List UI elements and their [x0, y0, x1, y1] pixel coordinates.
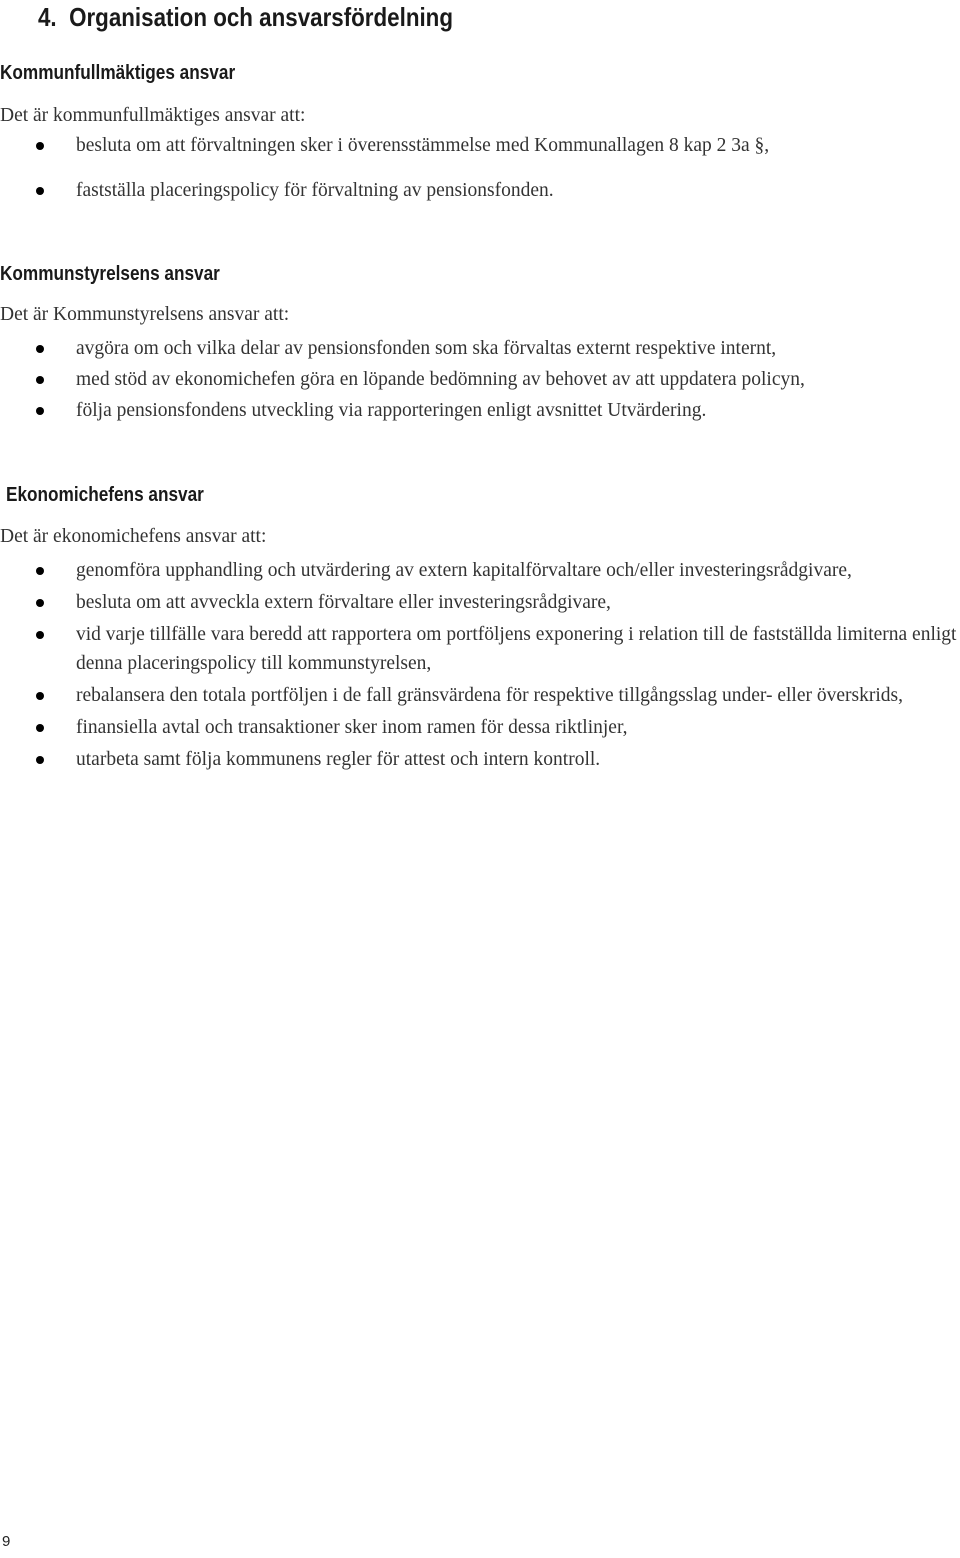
list-item-text: besluta om att förvaltningen sker i överensstämmelse med Kommunallagen 8 kap 2 3a §,	[76, 135, 770, 156]
list-item-text: med stöd av ekonomichefen göra en löpande bedömning av behovet av att uppdatera policyn,	[76, 369, 805, 390]
ek-list	[0, 556, 960, 774]
list-item-text: besluta om att avveckla extern förvaltare eller investeringsrådgivare,	[76, 592, 611, 613]
list-item-text: vid varje tillfälle vara beredd att rapportera om portföljens exponering i relation till de fastställda limiterna enligt denna placeringspolicy till kommunstyrelsen,	[76, 624, 957, 674]
kf-heading: Kommunfullmäktiges ansvar	[0, 62, 236, 84]
bullet-icon	[36, 407, 44, 415]
list-item-text: rebalansera den totala portföljen i de fall gränsvärdena för respektive tillgångsslag under- eller överskrids,	[76, 685, 903, 706]
list-item	[0, 713, 960, 742]
section-number: 4.	[38, 2, 57, 32]
ks-heading: Kommunstyrelsens ansvar	[0, 263, 220, 285]
ks-intro: Det är Kommunstyrelsens ansvar att:	[0, 304, 290, 325]
ks-list	[0, 334, 960, 425]
section-title: Organisation och ansvarsfördelning	[69, 2, 454, 32]
kf-list	[0, 130, 960, 206]
bullet-icon	[36, 142, 44, 150]
list-item	[0, 396, 960, 425]
page-number: 9	[2, 1533, 11, 1550]
list-item-text: utarbeta samt följa kommunens regler för attest och intern kontroll.	[76, 749, 601, 770]
bullet-icon	[36, 631, 44, 639]
list-item-text: fastställa placeringspolicy för förvaltning av pensionsfonden.	[76, 180, 554, 201]
list-item-text: avgöra om och vilka delar av pensionsfonden som ska förvaltas externt respektive internt,	[76, 338, 777, 359]
list-item	[0, 175, 960, 206]
list-item	[0, 745, 960, 774]
list-item	[0, 556, 960, 585]
list-item	[0, 130, 960, 161]
kf-intro: Det är kommunfullmäktiges ansvar att:	[0, 105, 306, 126]
bullet-icon	[36, 376, 44, 384]
list-item	[0, 365, 960, 394]
list-item	[0, 588, 960, 617]
bullet-icon	[36, 599, 44, 607]
list-item-text: genomföra upphandling och utvärdering av extern kapitalförvaltare och/eller investeringsrådgivare,	[76, 560, 852, 581]
bullet-icon	[36, 187, 44, 195]
list-item	[0, 681, 960, 710]
bullet-icon	[36, 756, 44, 764]
list-item	[0, 620, 960, 678]
bullet-icon	[36, 692, 44, 700]
ek-intro: Det är ekonomichefens ansvar att:	[0, 526, 267, 547]
bullet-icon	[36, 724, 44, 732]
bullet-icon	[36, 567, 44, 575]
ek-heading: Ekonomichefens ansvar	[6, 484, 204, 506]
list-item-text: följa pensionsfondens utveckling via rapporteringen enligt avsnittet Utvärdering.	[76, 400, 707, 421]
list-item	[0, 334, 960, 363]
section-heading	[38, 0, 453, 34]
list-item-text: finansiella avtal och transaktioner sker inom ramen för dessa riktlinjer,	[76, 717, 628, 738]
bullet-icon	[36, 345, 44, 353]
